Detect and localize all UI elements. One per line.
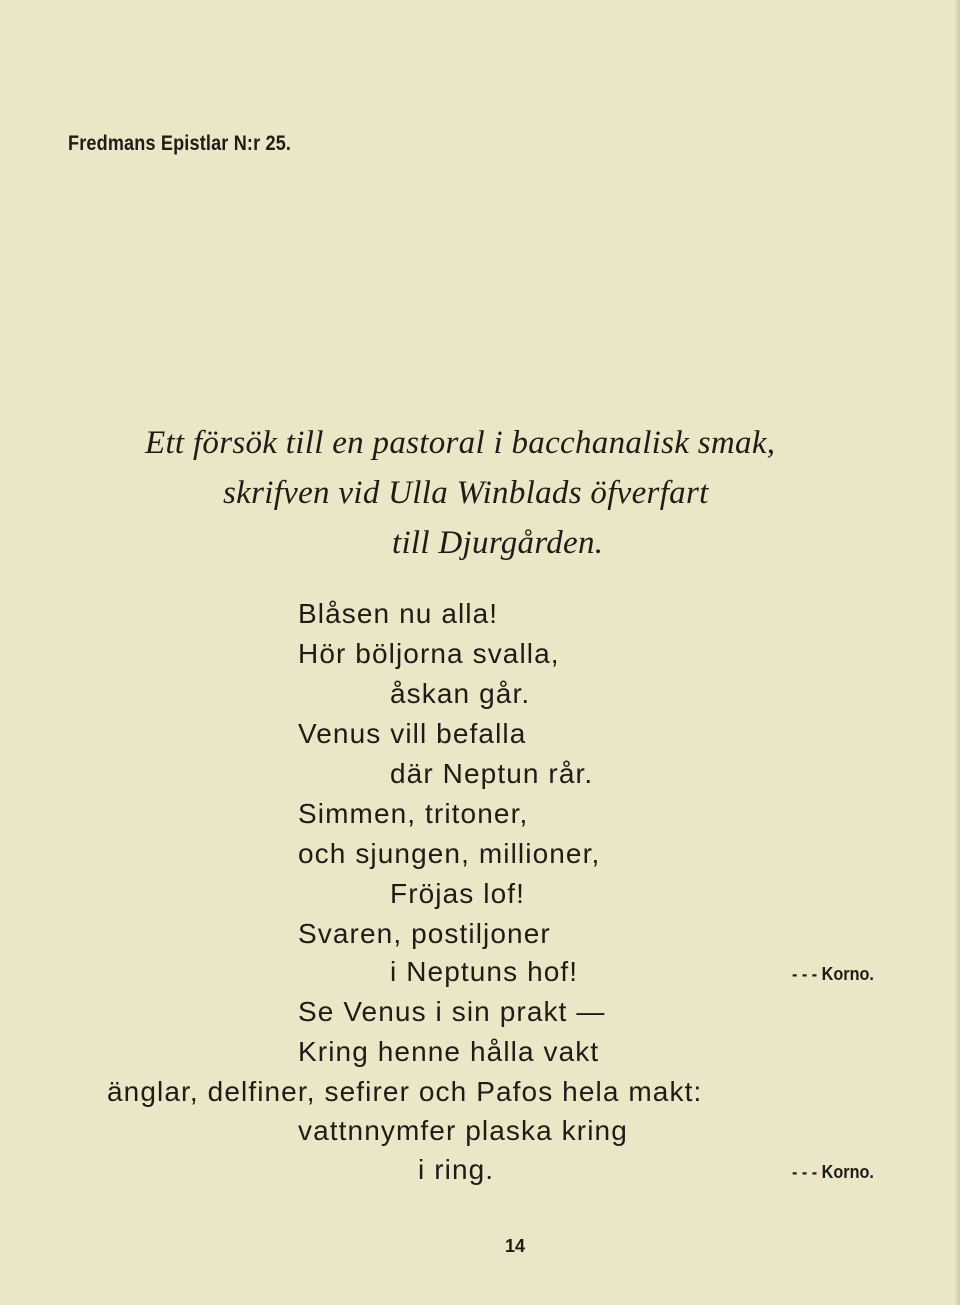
page-number: 14 — [505, 1236, 526, 1256]
verse-line-13: änglar, delfiner, sefirer och Pafos hela makt: — [107, 1076, 703, 1107]
subtitle-line-2: skrifven vid Ulla Winblads öfverfart — [223, 475, 709, 511]
running-head: Fredmans Epistlar N:r 25. — [68, 132, 292, 155]
verse-line-5: där Neptun rår. — [390, 758, 594, 789]
verse-line-9: Svaren, postiljoner — [298, 918, 551, 949]
verse-line-1: Blåsen nu alla! — [298, 598, 499, 629]
verse-line-12: Kring henne hålla vakt — [298, 1036, 600, 1067]
verse-line-14: vattnnymfer plaska kring — [298, 1115, 628, 1146]
verse-line-4: Venus vill befalla — [298, 718, 527, 749]
subtitle-line-3: till Djurgården. — [392, 525, 604, 561]
verse-line-2: Hör böljorna svalla, — [298, 638, 560, 669]
cue-korno-2: - - - Korno. — [792, 1162, 874, 1182]
verse-line-11: Se Venus i sin prakt — — [298, 996, 606, 1027]
verse-line-10: i Neptuns hof! — [390, 956, 579, 987]
page-edge-shadow — [954, 0, 960, 1305]
verse-line-6: Simmen, tritoner, — [298, 798, 529, 829]
verse-line-8: Fröjas lof! — [390, 878, 526, 909]
verse-line-15: i ring. — [418, 1154, 495, 1185]
verse-line-7: och sjungen, millioner, — [298, 838, 601, 869]
subtitle-line-1: Ett försök till en pastoral i bacchanalisk smak, — [145, 425, 776, 461]
verse-line-3: åskan går. — [390, 678, 531, 709]
cue-korno-1: - - - Korno. — [792, 964, 874, 984]
